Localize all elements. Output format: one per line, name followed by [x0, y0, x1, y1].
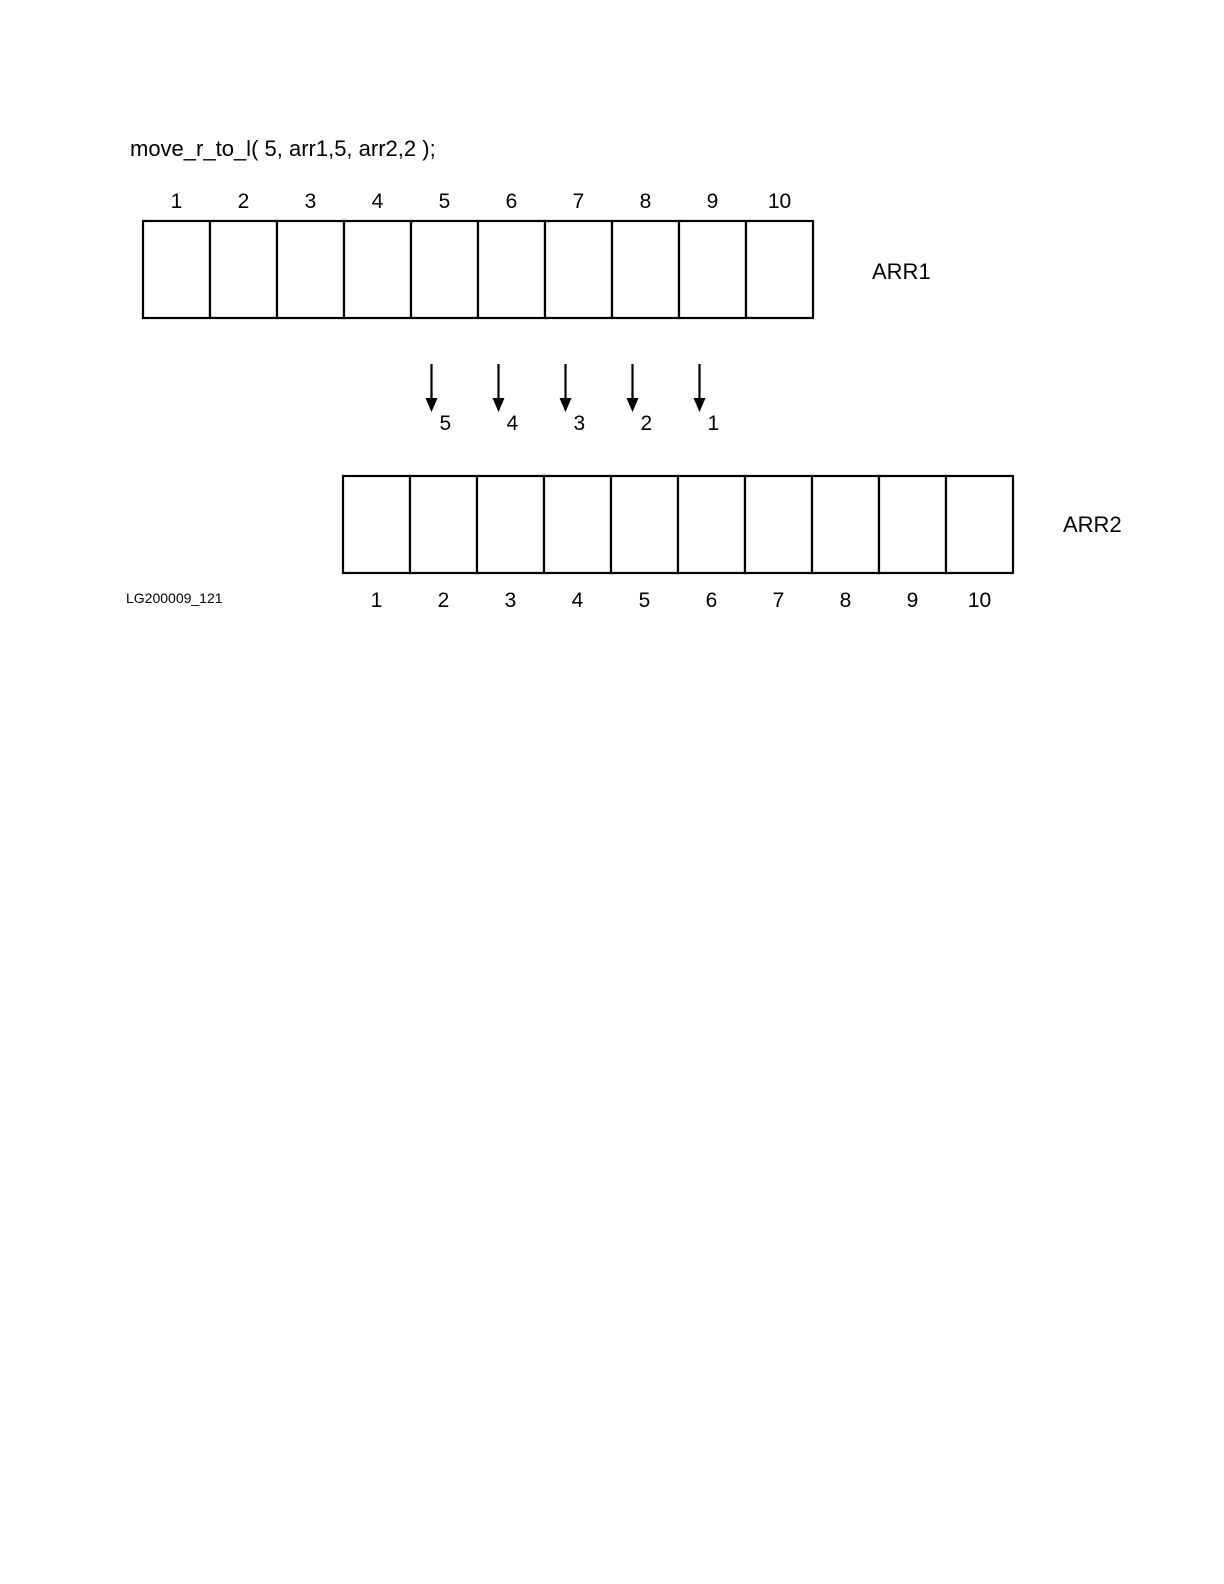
- figure-id: LG200009_121: [126, 590, 223, 606]
- arr2-cells: [343, 476, 1013, 573]
- arr2-cell-8: [812, 476, 879, 573]
- arr2-cell-9: [879, 476, 946, 573]
- arr2-cell-2: [410, 476, 477, 573]
- arr2-index-2: 2: [437, 589, 450, 612]
- arr2-index-9: 9: [906, 589, 919, 612]
- move-arrowhead-1: [694, 398, 706, 412]
- arr1-index-9: 9: [706, 190, 719, 213]
- move-arrows: [426, 364, 720, 435]
- arr1-index-1: 1: [170, 190, 183, 213]
- arr1-index-3: 3: [304, 190, 317, 213]
- arr2-index-8: 8: [839, 589, 852, 612]
- arr1-index-5: 5: [438, 190, 451, 213]
- move-order-1: 1: [707, 412, 720, 435]
- arr2-cell-6: [678, 476, 745, 573]
- move-order-4: 4: [506, 412, 519, 435]
- arr1-index-10: 10: [767, 190, 792, 213]
- arr2-cell-3: [477, 476, 544, 573]
- arr1-cell-2: [210, 221, 277, 318]
- arr1-cell-8: [612, 221, 679, 318]
- arr1-cell-1: [143, 221, 210, 318]
- arr1-cells: [143, 221, 813, 318]
- arr1-index-4: 4: [371, 190, 384, 213]
- arr2-index-3: 3: [504, 589, 517, 612]
- arr2-index-10: 10: [967, 589, 992, 612]
- arr2-index-6: 6: [705, 589, 718, 612]
- arr2-cell-7: [745, 476, 812, 573]
- arr2-cell-5: [611, 476, 678, 573]
- arr2-index-5: 5: [638, 589, 651, 612]
- arr2-cell-4: [544, 476, 611, 573]
- arr1-cell-5: [411, 221, 478, 318]
- move-arrowhead-4: [493, 398, 505, 412]
- arr1-cell-7: [545, 221, 612, 318]
- arr2-cell-1: [343, 476, 410, 573]
- arr2-cell-10: [946, 476, 1013, 573]
- move-arrowhead-2: [627, 398, 639, 412]
- arr2-label: ARR2: [1063, 512, 1122, 537]
- move-order-5: 5: [439, 412, 452, 435]
- arr1-cell-10: [746, 221, 813, 318]
- move-order-2: 2: [640, 412, 653, 435]
- arr1-index-6: 6: [505, 190, 518, 213]
- arr2-index-7: 7: [772, 589, 785, 612]
- function-call-text: move_r_to_l( 5, arr1,5, arr2,2 );: [130, 136, 436, 161]
- arr1-index-2: 2: [237, 190, 250, 213]
- arr1-cell-3: [277, 221, 344, 318]
- arr1-cell-9: [679, 221, 746, 318]
- arr1-index-7: 7: [572, 190, 585, 213]
- arr1-cell-4: [344, 221, 411, 318]
- arr2-index-labels: [371, 589, 992, 612]
- arr2-index-1: 1: [370, 589, 383, 612]
- arr1-index-labels: [171, 190, 792, 213]
- arr1-label: ARR1: [872, 259, 931, 284]
- move-order-3: 3: [573, 412, 586, 435]
- move-arrowhead-3: [560, 398, 572, 412]
- arr1-cell-6: [478, 221, 545, 318]
- arr2-index-4: 4: [571, 589, 584, 612]
- move-arrowhead-5: [426, 398, 438, 412]
- arr1-index-8: 8: [639, 190, 652, 213]
